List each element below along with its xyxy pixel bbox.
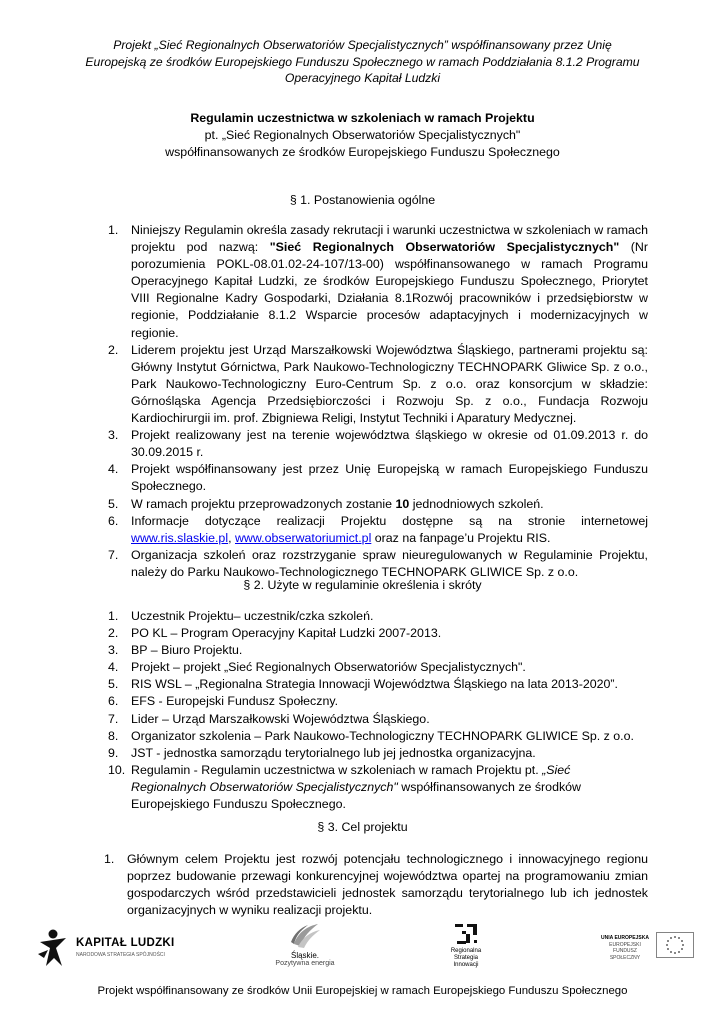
training-count: 10 [395, 496, 410, 511]
list-item [108, 728, 648, 745]
separator: , [228, 530, 235, 545]
title-line-2: pt. „Sieć Regionalnych Obserwatoriów Specjalistycznych" [204, 128, 521, 143]
section-2-heading: § 2. Użyte w regulaminie określenia i skróty [243, 578, 482, 592]
item-text: W ramach projektu przeprowadzonych zostanie [131, 496, 396, 511]
section-1-list [108, 222, 648, 581]
item-number: 7. [108, 547, 119, 562]
item-number: 6. [108, 513, 119, 528]
item-number: 2. [108, 626, 119, 641]
title-line-1: Regulamin uczestnictwa w szkoleniach w ramach Projektu [190, 111, 535, 125]
item-number: 1. [108, 223, 119, 237]
logos-row [30, 922, 695, 978]
title-line-3: współfinansowanych ze środków Europejskiego Funduszu Społecznego [165, 145, 560, 160]
page-header [60, 37, 665, 87]
list-item [108, 427, 648, 461]
list-item [108, 711, 648, 728]
list-item [108, 642, 648, 659]
project-name: „Sieć Regionalnych Obserwatoriów Specjalistycznych" [131, 762, 571, 794]
ue-line-1: EUROPEJSKI [609, 941, 641, 948]
list-item [108, 676, 648, 693]
item-number: 5. [108, 677, 119, 692]
ris-line-1: Regionalna [450, 948, 482, 954]
section-2-list [108, 608, 648, 813]
list-item [108, 693, 648, 710]
item-number: 4. [108, 462, 119, 477]
ris-line-2: Strategia [453, 955, 478, 961]
page-footer: Projekt współfinansowany ze środków Unii Europejskiej w ramach Europejskiego Funduszu Społecznego [97, 985, 628, 997]
list-item [104, 851, 648, 919]
list-item [108, 625, 648, 642]
item-number: 10. [108, 762, 126, 777]
item-text: Niniejszy Regulamin określa zasady rekrutacji i warunki uczestnictwa w szkoleniach w ramach projektu pod nazwą: [131, 223, 648, 255]
item-text: PO KL – Program Operacyjny Kapitał Ludzki 2007-2013. [131, 626, 442, 641]
list-item [108, 608, 648, 625]
item-number: 8. [108, 728, 119, 743]
eu-flag-icon [656, 932, 694, 958]
ris-line-3: Innowacji [453, 962, 479, 968]
ris-text [436, 948, 496, 969]
ue-line-2: FUNDUSZ SPOŁECZNY [609, 948, 641, 961]
ris-link[interactable]: www.ris.slaskie.pl [131, 530, 229, 545]
item-text: JST - jednostka samorządu terytorialnego lub jej jednostka organizacyjna. [131, 745, 536, 760]
list-item [108, 496, 648, 513]
document-title [60, 110, 665, 162]
ue-text [598, 935, 652, 961]
ris-logo [436, 922, 496, 976]
item-number: 4. [108, 660, 119, 675]
item-text: współfinansowanych ze środków Europejskiego Funduszu Społecznego. [131, 779, 581, 812]
kapital-ludzki-title: KAPITAŁ LUDZKI [76, 937, 175, 949]
ris-icon [453, 922, 479, 946]
item-text: Regulamin - Regulamin uczestnictwa w szkoleniach w ramach Projektu pt. [131, 762, 543, 777]
item-number: 1. [104, 852, 115, 866]
item-text: Uczestnik Projektu– uczestnik/czka szkoleń. [131, 609, 374, 623]
item-text: Projekt współfinansowany jest przez Unię Europejską w ramach Europejskiego Funduszu Społecznego. [131, 462, 648, 494]
list-item [108, 461, 648, 495]
item-number: 1. [108, 609, 119, 623]
item-text: Projekt realizowany jest na terenie województwa śląskiego w okresie od 01.09.2013 r. do 30.09.2015 r. [131, 428, 648, 460]
item-number: 6. [108, 694, 119, 709]
item-number: 3. [108, 428, 119, 443]
list-item [108, 762, 648, 813]
kapital-ludzki-logo [36, 926, 186, 970]
item-text: jednodniowych szkoleń. [409, 496, 544, 511]
list-item [108, 547, 648, 581]
item-text: Organizator szkolenia – Park Naukowo-Technologiczny TECHNOPARK GLIWICE Sp. z o.o. [131, 728, 634, 743]
item-text: Projekt – projekt „Sieć Regionalnych Obserwatoriów Specjalistycznych". [131, 660, 526, 675]
item-text: Lider – Urząd Marszałkowski Województwa Śląskiego. [131, 711, 430, 726]
list-item [108, 513, 648, 547]
section-3-list [104, 851, 648, 919]
header-line-1: Projekt „Sieć Regionalnych Obserwatoriów Specjalistycznych” współfinansowany przez Unię [113, 38, 612, 52]
item-text: Informacje dotyczące realizacji Projektu dostępne są na stronie internetowej [131, 513, 648, 528]
kapital-ludzki-subtitle: NARODOWA STRATEGIA SPÓJNOŚCI [76, 952, 165, 958]
obserwatorium-link[interactable]: www.obserwatoriumict.pl [234, 530, 372, 545]
list-item [108, 659, 648, 676]
item-text: Głównym celem Projektu jest rozwój potencjału technologicznego i innowacyjnego regionu poprzez budowanie przewagi konkurencyjnej województwa opartej na programowaniu zmian gospodarczych wśród przedstawicieli jednostek samorządu terytorialnego lub ich jednostek organizacyjnych w wyniku realizacji projektu. [127, 852, 648, 918]
item-number: 2. [108, 342, 119, 357]
section-1-heading: § 1. Postanowienia ogólne [289, 193, 436, 207]
item-text: BP – Biuro Projektu. [131, 643, 243, 658]
list-item [108, 222, 648, 342]
item-number: 9. [108, 745, 119, 760]
slaskie-tagline: Pozytywna energia [275, 960, 335, 967]
slaskie-logo [270, 922, 340, 976]
item-text: EFS - Europejski Fundusz Społeczny. [131, 694, 339, 709]
list-item [108, 342, 648, 427]
slaskie-name: Śląskie. [290, 951, 319, 960]
item-text: oraz na fanpage’u Projektu RIS. [371, 530, 551, 545]
item-text: RIS WSL – „Regionalna Strategia Innowacji Województwa Śląskiego na lata 2013-2020”. [131, 677, 618, 692]
header-line-2: Europejską ze środków Europejskiego Funduszu Społecznego w ramach Poddziałania 8.1.2 Programu [85, 54, 640, 69]
item-number: 7. [108, 711, 119, 726]
project-name: "Sieć Regionalnych Obserwatoriów Specjalistycznych" [269, 240, 620, 255]
slaskie-icon [288, 922, 322, 950]
ue-title: UNIA EUROPEJSKA [601, 935, 649, 941]
item-text: (Nr porozumienia POKL-08.01.02-24-107/13-00) współfinansowanego w ramach Programu Operacyjnego Kapitał Ludzki, ze środków Europejskiego Funduszu Społecznego, Priorytet VIII Regionalne Kadry Gospodarki, Działania 8.1Rozwój pracowników i przedsiębiorstw w regionie, Poddziałanie 8.1.2 Wsparcie procesów adaptacyjnych i modernizacyjnych w regionie. [131, 240, 648, 340]
kapital-ludzki-icon [36, 928, 70, 968]
header-line-3: Operacyjnego Kapitał Ludzki [284, 71, 441, 86]
ue-efs-logo [598, 932, 698, 968]
item-number: 3. [108, 643, 119, 658]
item-number: 5. [108, 496, 119, 511]
item-text: Organizacja szkoleń oraz rozstrzyganie spraw nieuregulowanych w Regulaminie Projektu, należy do Parku Naukowo-Technologicznego TECHNOPARK GLIWICE Sp. z o.o. [131, 547, 648, 579]
item-text: Liderem projektu jest Urząd Marszałkowski Województwa Śląskiego, partnerami projektu są: Główny Instytut Górnictwa, Park Naukowo-Technologiczny TECHNOPARK Gliwice Sp. z o.o., Park Naukowo-Technologiczny Euro-Centrum Sp. z o.o. oraz konsorcjum w składzie: Górnośląska Agencja Przedsiębiorczości i Rozwoju Sp. z o.o., Fundacja Rozwoju Kardiochirurgii im. prof. Zbigniewa Religi, Instytut Techniki i Aparatury Medycznej. [131, 342, 648, 426]
list-item [108, 745, 648, 762]
section-3-heading: § 3. Cel projektu [317, 820, 408, 834]
